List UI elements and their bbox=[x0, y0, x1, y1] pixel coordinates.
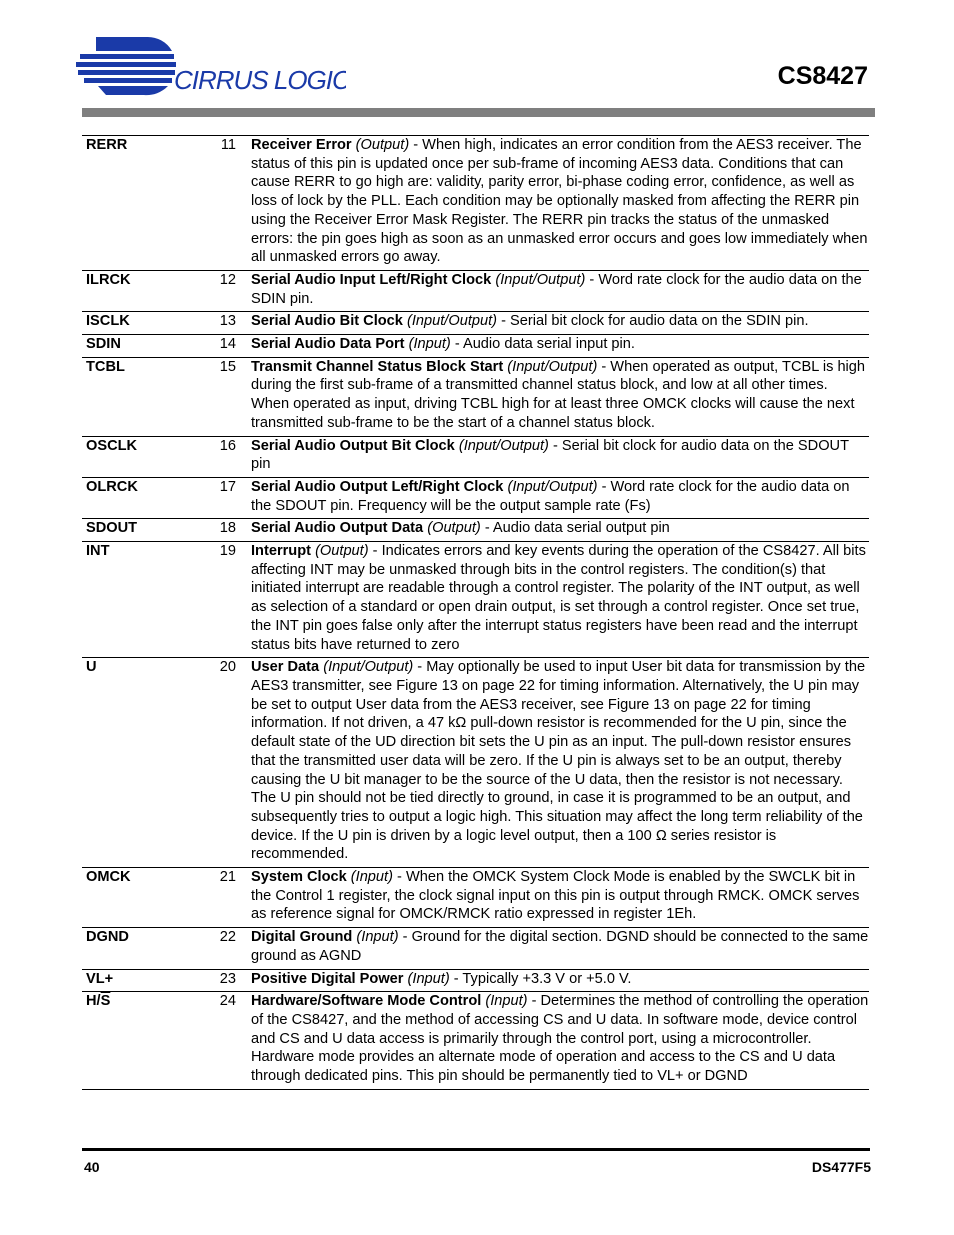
pin-row bbox=[82, 436, 869, 477]
pin-row bbox=[82, 477, 869, 518]
pin-number: 19 bbox=[219, 543, 236, 560]
pin-description-text: - Determines the method of controlling the operation of the CS8427, and the method of accessing CS and U data. In software mode, device control and CS and U data access is primarily through the control port, using a microcontroller. Hardware mode provides an alternate mode of operation and access to the CS and U data through dedicated pins. This pin should be permanently tied to VL+ or DGND bbox=[251, 993, 869, 1085]
pin-number: 20 bbox=[219, 659, 236, 676]
pin-number: 17 bbox=[219, 478, 236, 495]
pin-description bbox=[236, 542, 869, 658]
pin-name: $H/\overline{S}$ bbox=[86, 993, 111, 1010]
pin-description bbox=[236, 658, 869, 868]
pin-direction: (Output) bbox=[427, 520, 481, 537]
pin-description-text: - Typically +3.3 V or +5.0 V. bbox=[449, 970, 632, 987]
pin-description bbox=[236, 335, 869, 358]
pin-name: INT bbox=[86, 543, 110, 560]
pin-function-title: Serial Audio Output Bit Clock bbox=[251, 437, 455, 454]
header-bar bbox=[82, 108, 875, 117]
pin-row bbox=[82, 136, 869, 271]
page-number: 40 bbox=[84, 1159, 100, 1175]
pin-description-text: - Serial bit clock for audio data on the SDIN pin. bbox=[497, 313, 809, 330]
footer-rule bbox=[82, 1148, 870, 1151]
pin-function-title: Positive Digital Power bbox=[251, 970, 404, 987]
pin-direction: (Input/Output) bbox=[458, 437, 549, 454]
pin-name: OSCLK bbox=[86, 437, 138, 454]
pin-direction: (Input/Output) bbox=[406, 313, 498, 330]
pin-direction: (Output) bbox=[315, 543, 369, 560]
pin-direction: (Input) bbox=[485, 993, 528, 1010]
pin-number: 18 bbox=[219, 520, 236, 537]
cirrus-logic-logo bbox=[76, 33, 346, 97]
pin-description-text: - Serial bit clock for audio data on the SDOUT pin bbox=[251, 437, 849, 473]
pin-name: U bbox=[86, 659, 97, 676]
pin-description bbox=[236, 136, 869, 271]
pin-description bbox=[236, 436, 869, 477]
pin-row bbox=[82, 357, 869, 436]
pin-row bbox=[82, 519, 869, 542]
pin-description-text: - Ground for the digital section. DGND should be connected to the same ground as AGND bbox=[251, 929, 869, 964]
pin-function-title: Serial Audio Bit Clock bbox=[251, 313, 403, 330]
pin-direction: (Input/Output) bbox=[507, 358, 598, 375]
pin-number: 15 bbox=[219, 358, 236, 375]
pin-row bbox=[82, 969, 869, 992]
pin-direction: (Input/Output) bbox=[507, 478, 598, 495]
pin-function-title: Hardware/Software Mode Control bbox=[251, 993, 482, 1010]
logo-text: CIRRUS LOGIC bbox=[174, 65, 346, 95]
pin-name: VL+ bbox=[86, 970, 114, 987]
pin-direction: (Output) bbox=[355, 137, 410, 153]
pin-number: 16 bbox=[219, 437, 236, 454]
pin-description-text: - When the OMCK System Clock Mode is enabled by the SWCLK bit in the Control 1 register, the clock signal input on this pin is output through RMCK. OMCK serves as reference signal for OMCK/RMCK ratio expressed in register 1Eh. bbox=[251, 869, 860, 923]
pin-direction: (Input) bbox=[407, 970, 450, 987]
pin-description-text: - When high, indicates an error condition from the AES3 receiver. The status of this pin is updated once per sub-frame of incoming AES3 data. Conditions that can cause RERR to go high are: validity, parity error, bi-phase coding error, confidence, as well as loss of lock by the PLL. Each condition may be optionally masked from affecting the RERR pin using the Receiver Error Mask Register. The RERR pin tracks the status of the unmasked errors: the pin goes high as soon as an unmasked error occurs and goes low immediately when all unmasked errors go away. bbox=[251, 137, 868, 266]
pin-number: 11 bbox=[220, 137, 236, 153]
pin-function-title: Digital Ground bbox=[251, 929, 353, 946]
pin-description-text: - When operated as output, TCBL is high during the first sub-frame of a transmitted channel status block, and low at all other times. When operated as input, driving TCBL high for at least three OMCK clocks will cause the next transmitted sub-frame to be the start of a channel status block. bbox=[251, 358, 866, 431]
pin-row bbox=[82, 270, 869, 311]
pin-name: RERR bbox=[86, 137, 128, 153]
pin-description-table bbox=[82, 135, 869, 1090]
pin-row bbox=[82, 868, 869, 928]
pin-description bbox=[236, 270, 869, 311]
pin-description bbox=[236, 357, 869, 436]
pin-name: TCBL bbox=[86, 358, 125, 375]
pin-description bbox=[236, 928, 869, 969]
part-number: CS8427 bbox=[777, 62, 868, 90]
pin-row bbox=[82, 992, 869, 1090]
pin-row bbox=[82, 542, 869, 658]
pin-function-title: Receiver Error bbox=[251, 137, 352, 153]
pin-description bbox=[236, 477, 869, 518]
pin-number: 23 bbox=[219, 970, 236, 987]
pin-name: SDOUT bbox=[86, 520, 138, 537]
pin-name: OMCK bbox=[86, 869, 131, 886]
pin-function-title: Serial Audio Output Data bbox=[251, 520, 424, 537]
pin-row bbox=[82, 658, 869, 868]
pin-function-title: Serial Audio Data Port bbox=[251, 336, 405, 353]
pin-description-text: - Word rate clock for the audio data on the SDIN pin. bbox=[251, 271, 862, 307]
pin-description bbox=[236, 519, 869, 542]
pin-number: 22 bbox=[219, 929, 236, 946]
pin-direction: (Input/Output) bbox=[323, 659, 414, 676]
pin-direction: (Input) bbox=[350, 869, 393, 886]
pin-description-text: - Word rate clock for the audio data on the SDOUT pin. Frequency will be the output sample rate (Fs) bbox=[251, 478, 850, 514]
pin-name: SDIN bbox=[86, 336, 121, 353]
pin-number: 21 bbox=[219, 869, 236, 886]
pin-name: ILRCK bbox=[86, 271, 131, 288]
pin-name: OLRCK bbox=[86, 478, 138, 495]
pin-function-title: Transmit Channel Status Block Start bbox=[251, 358, 504, 375]
pin-function-title: Serial Audio Input Left/Right Clock bbox=[251, 271, 492, 288]
pin-row bbox=[82, 928, 869, 969]
pin-function-title: User Data bbox=[251, 659, 320, 676]
pin-description-text: - Indicates errors and key events during the operation of the CS8427. All bits affecting INT may be unmasked through bits in the control registers. The condition(s) that initiated interrupt are readable through a control register. The polarity of the INT output, as well as selection of a standard or open drain output, is set through a control register. Once set true, the INT pin goes false only after the interrupt status registers have been read and the interrupt status bits have returned to zero bbox=[251, 543, 866, 653]
pin-description bbox=[236, 868, 869, 928]
pin-row bbox=[82, 312, 869, 335]
document-id: DS477F5 bbox=[811, 1159, 871, 1175]
pin-function-title: Serial Audio Output Left/Right Clock bbox=[251, 478, 504, 495]
pin-description-text: - May optionally be used to input User bit data for transmission by the AES3 transmitter, see Figure 13 on page 22 for timing information. Alternatively, the U pin may be set to output User data from the AES3 receiver, see Figure 13 on page 22 for timing information. If not driven, a 47 kΩ pull-down resistor is recommended for the U pin, since the default state of the UD direction bit sets the U pin as an input. The pull-down resistor ensures that the transmitted user data will be zero. If the U pin is always set to be an output, thereby causing the U bit manager to be the source of the U data, then the resistor is not necessary. The U pin should not be tied directly to ground, in case it is programmed to be an output, and subsequently tries to output a logic high. This situation may affect the long term reliability of the device. If the U pin is driven by a logic level output, then a 100 Ω series resistor is recommended. bbox=[251, 659, 866, 863]
pin-function-title: Interrupt bbox=[251, 543, 311, 560]
pin-description-text: - Audio data serial output pin bbox=[480, 520, 670, 537]
pin-description bbox=[236, 992, 869, 1090]
pin-direction: (Input) bbox=[356, 929, 399, 946]
pin-description bbox=[236, 969, 869, 992]
pin-function-title: System Clock bbox=[251, 869, 347, 886]
pin-row bbox=[82, 335, 869, 358]
pin-number: 12 bbox=[219, 271, 236, 288]
pin-name: DGND bbox=[86, 929, 129, 946]
pin-description-text: - Audio data serial input pin. bbox=[450, 336, 635, 353]
pin-name: ISCLK bbox=[86, 313, 130, 330]
pin-description bbox=[236, 312, 869, 335]
pin-direction: (Input) bbox=[408, 336, 451, 353]
pin-number: 14 bbox=[219, 336, 236, 353]
pin-number: 24 bbox=[219, 993, 236, 1010]
pin-number: 13 bbox=[219, 313, 236, 330]
pin-direction: (Input/Output) bbox=[495, 271, 586, 288]
